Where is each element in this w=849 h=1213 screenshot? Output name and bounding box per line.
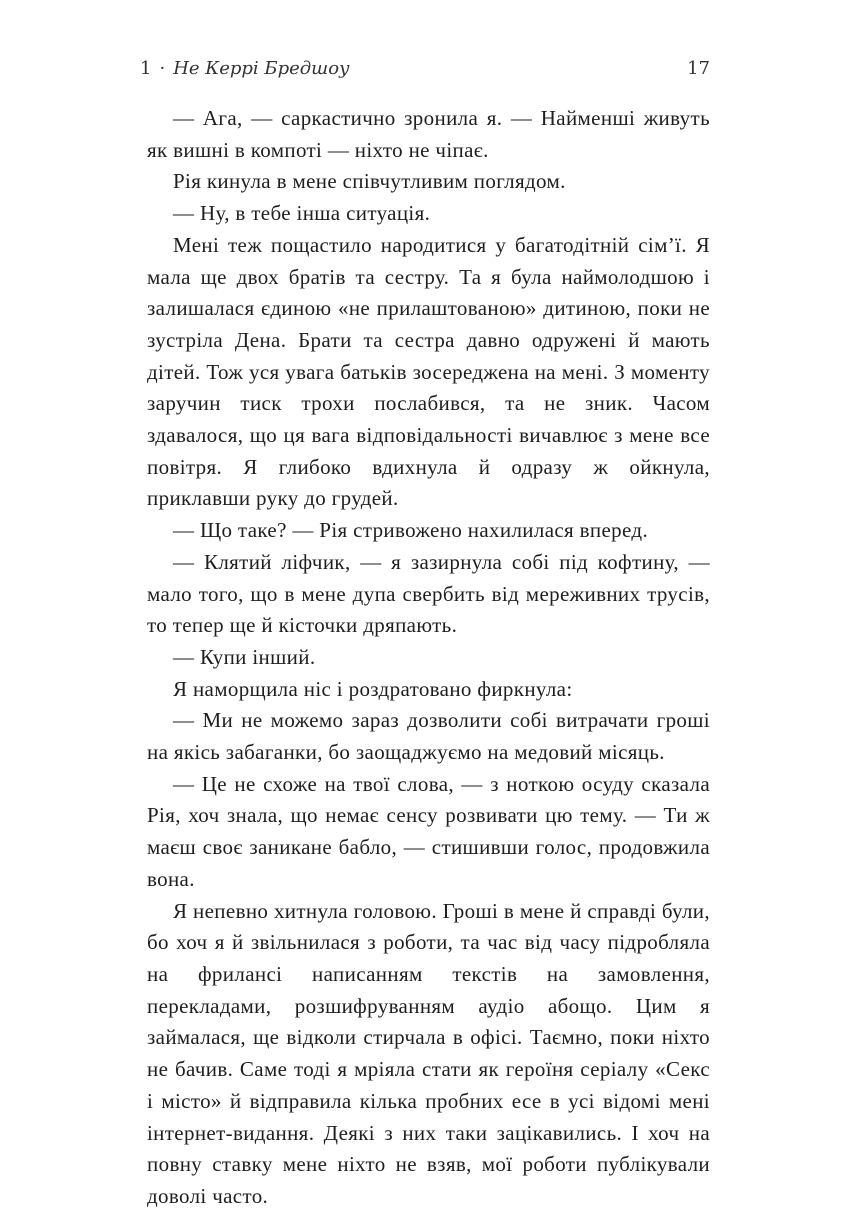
paragraph-4: Мені теж пощастило народитися у багатодітній сім’ї. Я мала ще двох братів та сестру. Та я була наймолодшою і залишалася єдиною «не прилаштованою» дитиною, поки не зустріла Дена. Брати та сестра давно одружені й мають дітей. Тож уся увага батьків зосереджена на мені. З моменту заручин тиск трохи послабився, та не зник. Часом здавалося, що ця вага відповідальності вичавлює з мене все повітря. Я глибоко вдихнула й одразу ж ойкнула, приклавши руку до грудей. (147, 232, 710, 511)
paragraph-8: Я наморщила ніс і роздратовано фиркнула: (173, 676, 573, 701)
chapter-info (140, 58, 350, 79)
paragraph-10: — Це не схоже на твої слова, — з ноткою осуду сказала Рія, хоч знала, що немає сенсу розвивати цю тему. — Ти ж маєш своє заникане бабло, — стишивши голос, продовжила вона. (147, 771, 710, 891)
paragraph-11: Я непевно хитнула головою. Гроші в мене й справді були, бо хоч я й звільнилася з роботи, та час від часу підробляла на фрилансі написанням текстів на замовлення, перекладами, розшифруванням аудіо абощо. Цим я займалася, ще відколи стирчала в офісі. Таємно, поки ніхто не бачив. Саме тоді я мріяла стати як героїня серіалу «Секс і місто» й відправила кілька пробних есе в усі відомі мені інтернет-видання. Деякі з них таки зацікавились. І хоч на повну ставку мене ніхто не взяв, мої роботи публікували доволі часто. (147, 898, 710, 1208)
paragraph-6: — Клятий ліфчик, — я зазирнула собі під кофтину, — мало того, що в мене дупа свербить від мереживних трусів, то тепер ще й кісточки дряпають. (147, 549, 710, 638)
paragraph-7: — Купи інший. (173, 644, 316, 669)
paragraph-3: — Ну, в тебе інша ситуація. (173, 201, 431, 226)
running-head (140, 58, 710, 88)
text-body (147, 103, 710, 1213)
paragraph-9: — Ми не можемо зараз дозволити собі витрачати гроші на якісь забаганки, бо заощаджуємо на медовий місяць. (147, 708, 710, 765)
chapter-number: 1 (140, 58, 152, 79)
page-number: 17 (687, 58, 710, 79)
paragraph-2: Рія кинула в мене співчутливим поглядом. (173, 169, 566, 194)
paragraph-1: — Ага, — саркастично зронила я. — Найменші живуть як вишні в компоті — ніхто не чіпає. (147, 106, 710, 162)
paragraph-5: — Що таке? — Рія стривожено нахилилася вперед. (173, 518, 649, 543)
chapter-title: Не Керрі Бредшоу (173, 58, 350, 79)
chapter-separator: · (159, 58, 166, 79)
